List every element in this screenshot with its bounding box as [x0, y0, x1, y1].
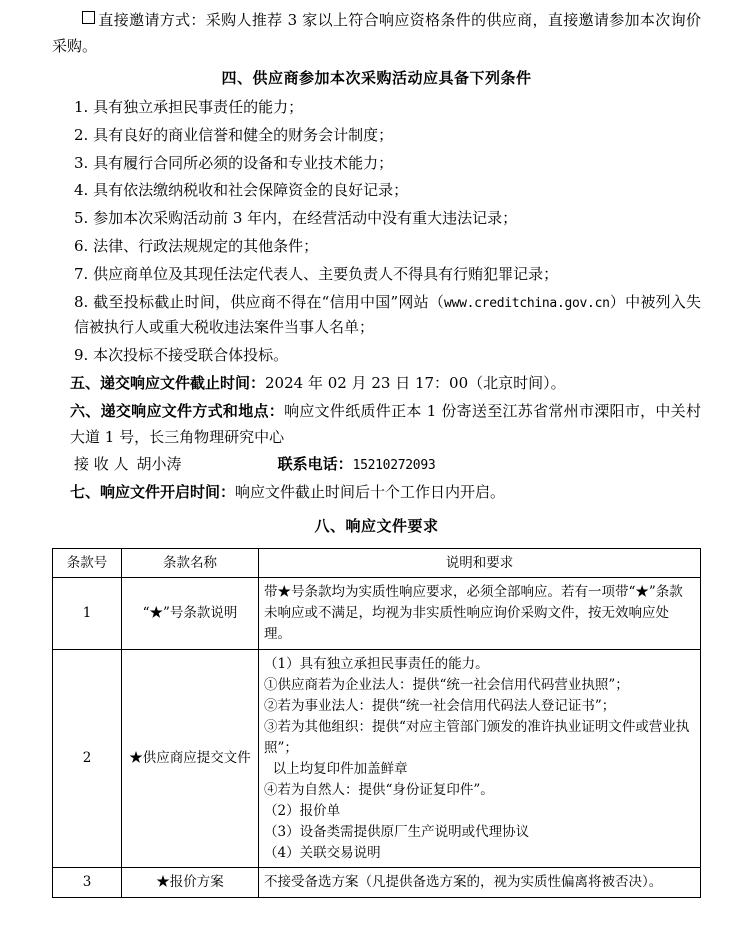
- section-4-item-4: 4. 具有依法缴纳税收和社会保障资金的良好记录；: [74, 181, 409, 200]
- row-2-desc-line: （1）具有独立承担民事责任的能力。: [264, 656, 489, 673]
- item-8-prefix: 8. 截至投标截止时间，供应商不得在“信用中国”网站（: [74, 292, 445, 311]
- section-4-item-2: 2. 具有良好的商业信誉和健全的财务会计制度；: [74, 125, 394, 144]
- table-row: [53, 868, 701, 898]
- section-4-item-9: 9. 本次投标不接受联合体投标。: [74, 346, 289, 365]
- invite-method-label: 直接邀请方式：: [98, 11, 206, 29]
- row-2-desc-line: ②若为事业法人：提供“统一社会信用代码法人登记证书”；: [264, 698, 616, 715]
- requirements-table: [52, 548, 701, 899]
- invite-method-paragraph: [52, 8, 701, 60]
- row-1-desc: [259, 578, 701, 650]
- section-5-paragraph: [52, 371, 701, 397]
- section-4-heading: 四、供应商参加本次采购活动应具备下列条件: [221, 68, 532, 87]
- row-2-num: 2: [53, 650, 122, 868]
- section-8-heading: 八、响应文件要求: [314, 517, 439, 536]
- row-1-num: 1: [53, 578, 122, 650]
- phone-value: 15210272093: [352, 458, 436, 474]
- section-4-item-7: 7. 供应商单位及其现任法定代表人、主要负责人不得具有行贿犯罪记录；: [74, 264, 559, 283]
- section-7-heading: 七、响应文件开启时间：: [70, 483, 236, 502]
- column-header-name: 条款名称: [122, 548, 259, 578]
- row-3-desc: [259, 868, 701, 898]
- row-1-desc-line: 带★号条款均为实质性响应要求，必须全部响应。若有一项带“★”条款: [264, 584, 683, 601]
- phone-label: 联系电话：: [277, 455, 353, 474]
- row-1-name: “★”号条款说明: [122, 578, 259, 650]
- row-3-num: 3: [53, 868, 122, 898]
- row-2-desc-line: ③若为其他组织：提供“对应主管部门颁发的准许执业证明文件或营业执: [264, 719, 690, 735]
- receiver-name: 胡小涛: [136, 455, 182, 474]
- column-header-desc: 说明和要求: [259, 548, 701, 578]
- table-header-row: [53, 548, 701, 578]
- section-7-text: 响应文件截止时间后十个工作日内开启。: [235, 483, 506, 502]
- row-2-desc-line: （2）报价单: [264, 802, 341, 819]
- section-6-paragraph: [52, 399, 701, 451]
- row-2-desc-line: 照”；: [264, 739, 298, 756]
- section-4-item-3: 3. 具有履行合同所必须的设备和专业技术能力；: [74, 153, 394, 172]
- row-3-name: ★报价方案: [122, 868, 259, 898]
- section-7-paragraph: [52, 480, 701, 506]
- table-row: [53, 578, 701, 650]
- row-3-desc-line: 不接受备选方案（凡提供备选方案的，视为实质性偏离将被否决）。: [264, 874, 663, 891]
- row-2-desc-line: （3）设备类需提供原厂生产说明或代理协议: [264, 823, 530, 840]
- section-5-text: 2024 年 02 月 23 日 17：00（北京时间）。: [265, 374, 566, 393]
- item-8-suffix: ）中被列入失信被执行人或重大税收违法案件当事人名单；: [74, 292, 701, 337]
- invite-method-text: 采购人推荐 3 家以上符合响应资格条件的供应商，直接邀请参加本次询价采购。: [52, 11, 701, 55]
- row-2-desc-line: ④若为自然人：提供“身份证复印件”。: [264, 781, 494, 798]
- creditchina-url: www.creditchina.gov.cn: [444, 295, 610, 311]
- row-2-desc-line: 以上均复印件加盖鲜章: [264, 760, 408, 777]
- section-4-item-1: 1. 具有独立承担民事责任的能力；: [74, 98, 304, 117]
- column-header-num: 条款号: [53, 548, 122, 578]
- section-4-item-8: [52, 290, 701, 342]
- section-4-item-6: 6. 法律、行政法规规定的其他条件；: [74, 237, 319, 256]
- table-row: [53, 650, 701, 868]
- row-2-desc-line: （4）关联交易说明: [264, 844, 381, 861]
- checkbox-icon: [82, 11, 95, 24]
- row-2-desc: [259, 650, 701, 868]
- contact-row: [52, 452, 701, 478]
- receiver-label: 接 收 人: [74, 455, 129, 474]
- row-2-desc-line: ①供应商若为企业法人：提供“统一社会信用代码营业执照”；: [264, 677, 629, 694]
- section-5-heading: 五、递交响应文件截止时间：: [70, 374, 266, 393]
- section-6-heading: 六、递交响应文件方式和地点：: [70, 401, 285, 420]
- row-2-name: ★供应商应提交文件: [122, 650, 259, 868]
- section-6-text: 响应文件纸质件正本 1 份寄送至江苏省常州市溧阳市，中关村大道 1 号，长三角物理研究中心: [70, 401, 701, 446]
- section-4-item-5: 5. 参加本次采购活动前 3 年内，在经营活动中没有重大违法记录；: [74, 209, 518, 228]
- row-1-desc-line: 未响应或不满足，均视为非实质性响应询价采购文件，按无效响应处理。: [264, 605, 669, 643]
